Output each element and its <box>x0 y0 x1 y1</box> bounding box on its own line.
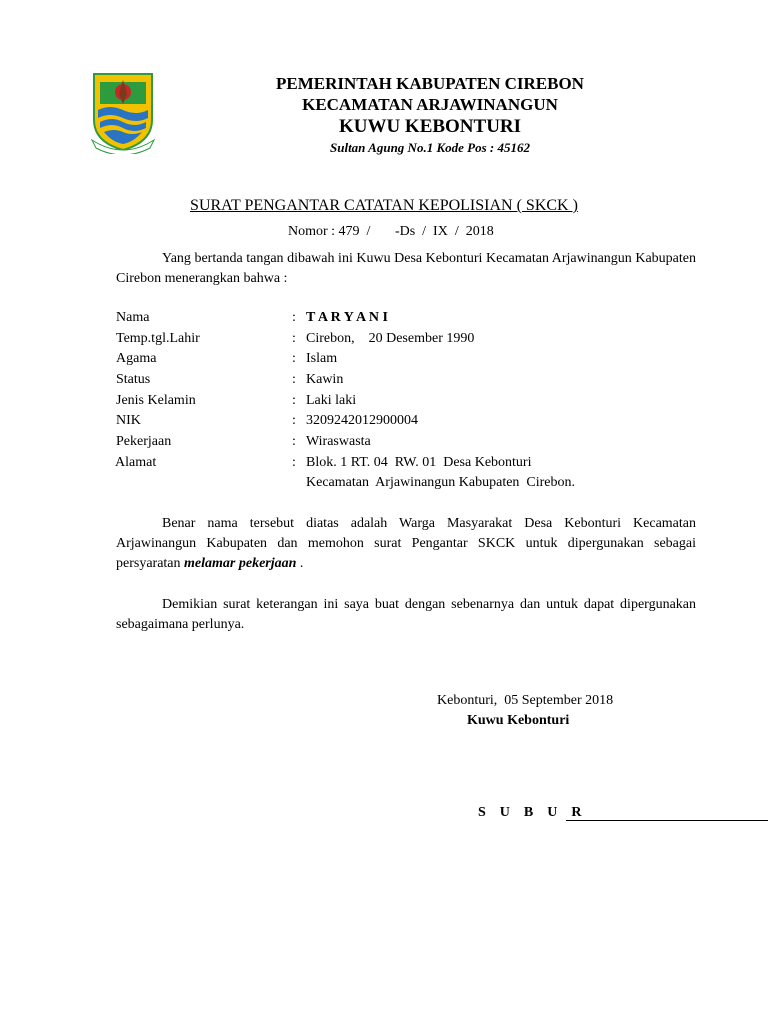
purpose-emphasis: melamar pekerjaan <box>184 556 297 571</box>
signature-line <box>566 820 768 821</box>
statement-paragraph: Benar nama tersebut diatas adalah Warga Masyarakat Desa Kebonturi Kecamatan Arjawinangun Kabupaten dan memohon surat Pengantar SKCK untuk dipergunakan sebagai persyaratan melamar pekerjaan . <box>116 516 696 571</box>
header-address: Sultan Agung No.1 Kode Pos : 45162 <box>330 140 530 155</box>
field-label: Agama <box>116 351 157 366</box>
field-label: Status <box>116 372 151 387</box>
field-label: Temp.tgl.Lahir <box>116 331 200 346</box>
field-value: Wiraswasta <box>306 434 371 449</box>
signatory-name: S U B U R <box>478 805 582 820</box>
field-colon: : <box>292 455 296 470</box>
closing-paragraph: Demikian surat keterangan ini saya buat dengan sebenarnya dan untuk dapat dipergunakan sebagaimana perlunya. <box>116 597 696 632</box>
field-label: Jenis Kelamin <box>116 393 196 408</box>
regency-logo <box>90 70 156 154</box>
field-colon: : <box>292 331 296 346</box>
field-label: Alamat <box>115 455 157 470</box>
place-date: Kebonturi, 05 September 2018 <box>437 693 614 708</box>
header-village-head: KUWU KEBONTURI <box>338 116 522 137</box>
letter-title: SURAT PENGANTAR CATATAN KEPOLISIAN ( SKCK ) <box>190 197 578 214</box>
field-colon: : <box>292 413 296 428</box>
intro-paragraph: Yang bertanda tangan dibawah ini Kuwu Desa Kebonturi Kecamatan Arjawinangun Kabupaten Cirebon menerangkan bahwa : <box>116 251 696 286</box>
field-label: NIK <box>116 413 141 428</box>
cirebon-emblem-icon <box>90 70 156 154</box>
signatory-role: Kuwu Kebonturi <box>467 713 570 728</box>
field-colon: : <box>292 393 296 408</box>
field-value: Islam <box>306 351 338 366</box>
field-label: Nama <box>116 310 150 325</box>
field-colon: : <box>292 310 296 325</box>
letter-number: Nomor : 479 / -Ds / IX / 2018 <box>288 224 494 239</box>
header-government: PEMERINTAH KABUPATEN CIREBON <box>276 74 584 93</box>
field-colon: : <box>292 434 296 449</box>
field-label: Pekerjaan <box>116 434 172 449</box>
field-value: Blok. 1 RT. 04 RW. 01 Desa Kebonturi <box>306 455 532 470</box>
field-value: T A R Y A N I <box>306 310 388 325</box>
field-value: Laki laki <box>306 393 357 408</box>
field-value: Kawin <box>306 372 344 387</box>
field-value-line2: Kecamatan Arjawinangun Kabupaten Cirebon. <box>306 475 576 490</box>
field-value: Cirebon, 20 Desember 1990 <box>306 331 475 346</box>
field-colon: : <box>292 351 296 366</box>
field-colon: : <box>292 372 296 387</box>
field-value: 3209242012900004 <box>306 413 418 428</box>
header-district: KECAMATAN ARJAWINANGUN <box>302 95 558 114</box>
